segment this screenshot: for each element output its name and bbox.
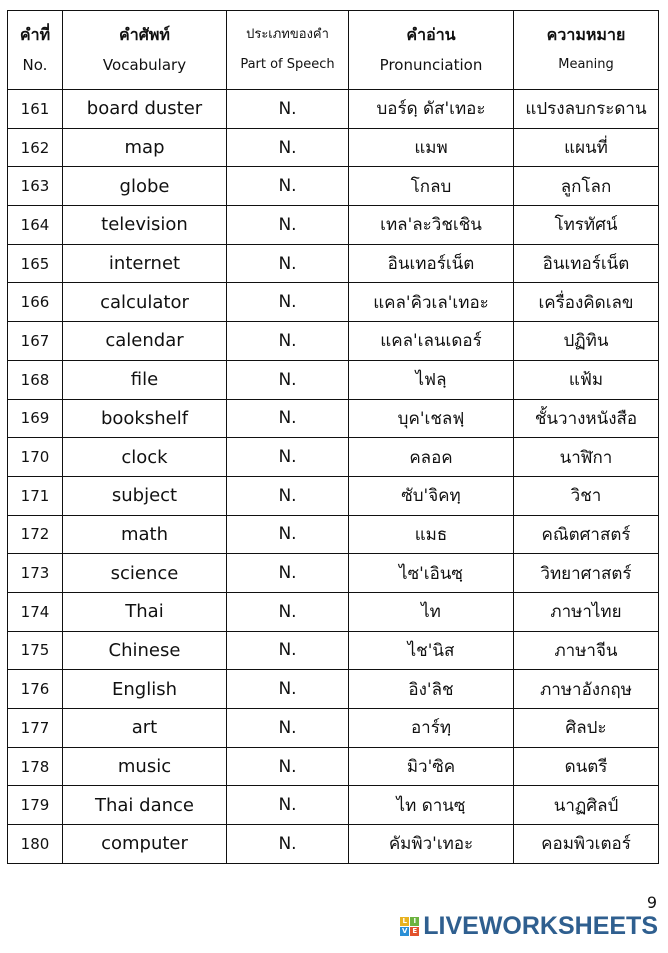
logo-square: E xyxy=(410,927,419,936)
part-of-speech: N. xyxy=(227,786,349,825)
row-number: 169 xyxy=(8,399,63,438)
meaning: นาฏศิลป์ xyxy=(514,786,659,825)
part-of-speech: N. xyxy=(227,206,349,245)
row-number: 175 xyxy=(8,631,63,670)
pronunciation: มิว'ซิค xyxy=(349,747,514,786)
header-no-thai: คำที่ xyxy=(19,25,51,44)
row-number: 176 xyxy=(8,670,63,709)
table-row xyxy=(8,399,659,438)
header-part-of-speech xyxy=(227,11,349,90)
meaning: ภาษาอังกฤษ xyxy=(514,670,659,709)
row-number: 172 xyxy=(8,515,63,554)
part-of-speech: N. xyxy=(227,709,349,748)
header-meaning-english: Meaning xyxy=(558,57,614,72)
vocabulary-table xyxy=(7,10,659,864)
meaning: อินเทอร์เน็ต xyxy=(514,244,659,283)
meaning: ดนตรี xyxy=(514,747,659,786)
pronunciation: คลอค xyxy=(349,438,514,477)
part-of-speech: N. xyxy=(227,244,349,283)
row-number: 167 xyxy=(8,322,63,361)
liveworksheets-logo xyxy=(400,912,658,941)
part-of-speech: N. xyxy=(227,90,349,129)
part-of-speech: N. xyxy=(227,515,349,554)
row-number: 174 xyxy=(8,592,63,631)
header-pronunciation-thai: คำอ่าน xyxy=(406,25,456,44)
part-of-speech: N. xyxy=(227,631,349,670)
table-row xyxy=(8,244,659,283)
vocabulary-word: calendar xyxy=(63,322,227,361)
part-of-speech: N. xyxy=(227,322,349,361)
table-row xyxy=(8,206,659,245)
header-vocabulary-english: Vocabulary xyxy=(102,56,187,74)
vocabulary-word: science xyxy=(63,554,227,593)
meaning: ปฏิทิน xyxy=(514,322,659,361)
logo-mark-icon xyxy=(400,917,419,936)
vocabulary-word: Thai dance xyxy=(63,786,227,825)
part-of-speech: N. xyxy=(227,438,349,477)
part-of-speech: N. xyxy=(227,554,349,593)
meaning: โทรทัศน์ xyxy=(514,206,659,245)
table-row xyxy=(8,322,659,361)
pronunciation: โกลบ xyxy=(349,167,514,206)
row-number: 161 xyxy=(8,90,63,129)
part-of-speech: N. xyxy=(227,476,349,515)
meaning: คอมพิวเตอร์ xyxy=(514,825,659,864)
vocabulary-word: board duster xyxy=(63,90,227,129)
row-number: 170 xyxy=(8,438,63,477)
header-part-of-speech-english: Part of Speech xyxy=(240,57,335,72)
pronunciation: แมพ xyxy=(349,128,514,167)
vocabulary-word: art xyxy=(63,709,227,748)
row-number: 178 xyxy=(8,747,63,786)
table-row xyxy=(8,476,659,515)
vocabulary-word: Thai xyxy=(63,592,227,631)
part-of-speech: N. xyxy=(227,825,349,864)
part-of-speech: N. xyxy=(227,670,349,709)
header-row xyxy=(8,11,659,90)
table-row xyxy=(8,670,659,709)
vocabulary-word: subject xyxy=(63,476,227,515)
pronunciation: บุค'เชลฟฺ xyxy=(349,399,514,438)
meaning: แผนที่ xyxy=(514,128,659,167)
part-of-speech: N. xyxy=(227,360,349,399)
meaning: ภาษาจีน xyxy=(514,631,659,670)
table-row xyxy=(8,747,659,786)
table-row xyxy=(8,786,659,825)
table-row xyxy=(8,825,659,864)
row-number: 177 xyxy=(8,709,63,748)
vocabulary-word: calculator xyxy=(63,283,227,322)
part-of-speech: N. xyxy=(227,167,349,206)
pronunciation: แมธ xyxy=(349,515,514,554)
vocabulary-word: internet xyxy=(63,244,227,283)
meaning: ลูกโลก xyxy=(514,167,659,206)
meaning: คณิตศาสตร์ xyxy=(514,515,659,554)
row-number: 166 xyxy=(8,283,63,322)
meaning: ชั้นวางหนังสือ xyxy=(514,399,659,438)
vocabulary-word: bookshelf xyxy=(63,399,227,438)
header-meaning xyxy=(514,11,659,90)
logo-square: L xyxy=(400,917,409,926)
pronunciation: ไฟลฺ xyxy=(349,360,514,399)
meaning: ภาษาไทย xyxy=(514,592,659,631)
pronunciation: เทล'ละวิชเชิน xyxy=(349,206,514,245)
header-vocabulary xyxy=(63,11,227,90)
row-number: 180 xyxy=(8,825,63,864)
pronunciation: ไซ'เอินซฺ xyxy=(349,554,514,593)
header-pronunciation xyxy=(349,11,514,90)
logo-square: V xyxy=(402,927,408,935)
table-row xyxy=(8,90,659,129)
meaning: นาฬิกา xyxy=(514,438,659,477)
vocabulary-word: music xyxy=(63,747,227,786)
meaning: เครื่องคิดเลข xyxy=(514,283,659,322)
pronunciation: อิง'ลิช xyxy=(349,670,514,709)
page-number: 9 xyxy=(646,893,657,912)
part-of-speech: N. xyxy=(227,128,349,167)
pronunciation: ไท ดานซฺ xyxy=(349,786,514,825)
meaning: ศิลปะ xyxy=(514,709,659,748)
table-row xyxy=(8,515,659,554)
meaning: วิทยาศาสตร์ xyxy=(514,554,659,593)
row-number: 164 xyxy=(8,206,63,245)
table-row xyxy=(8,167,659,206)
row-number: 171 xyxy=(8,476,63,515)
pronunciation: แคล'คิวเล'เทอะ xyxy=(349,283,514,322)
vocabulary-word: globe xyxy=(63,167,227,206)
vocabulary-word: Chinese xyxy=(63,631,227,670)
meaning: แฟ้ม xyxy=(514,360,659,399)
row-number: 162 xyxy=(8,128,63,167)
vocabulary-word: clock xyxy=(63,438,227,477)
header-pronunciation-english: Pronunciation xyxy=(379,56,483,74)
header-meaning-thai: ความหมาย xyxy=(546,25,626,44)
vocabulary-word: file xyxy=(63,360,227,399)
vocabulary-word: television xyxy=(63,206,227,245)
pronunciation: แคล'เลนเดอร์ xyxy=(349,322,514,361)
vocabulary-word: math xyxy=(63,515,227,554)
vocabulary-word: English xyxy=(63,670,227,709)
pronunciation: ไช'นิส xyxy=(349,631,514,670)
row-number: 173 xyxy=(8,554,63,593)
part-of-speech: N. xyxy=(227,283,349,322)
part-of-speech: N. xyxy=(227,399,349,438)
meaning: วิชา xyxy=(514,476,659,515)
pronunciation: คัมพิว'เทอะ xyxy=(349,825,514,864)
table-row xyxy=(8,709,659,748)
pronunciation: ไท xyxy=(349,592,514,631)
table-row xyxy=(8,438,659,477)
header-no-english: No. xyxy=(22,56,48,74)
part-of-speech: N. xyxy=(227,747,349,786)
brand-text: LIVEWORKSHEETS xyxy=(423,912,658,940)
row-number: 179 xyxy=(8,786,63,825)
table-row xyxy=(8,554,659,593)
row-number: 168 xyxy=(8,360,63,399)
header-part-of-speech-thai: ประเภทของคำ xyxy=(246,27,329,42)
pronunciation: บอร์ดฺ ดัส'เทอะ xyxy=(349,90,514,129)
row-number: 165 xyxy=(8,244,63,283)
header-no xyxy=(8,11,63,90)
vocabulary-word: map xyxy=(63,128,227,167)
table-row xyxy=(8,128,659,167)
table-row xyxy=(8,592,659,631)
meaning: แปรงลบกระดาน xyxy=(514,90,659,129)
row-number: 163 xyxy=(8,167,63,206)
table-row xyxy=(8,631,659,670)
part-of-speech: N. xyxy=(227,592,349,631)
header-vocabulary-thai: คำศัพท์ xyxy=(119,25,170,44)
logo-square: I xyxy=(410,917,419,926)
pronunciation: อินเทอร์เน็ต xyxy=(349,244,514,283)
pronunciation: อาร์ทฺ xyxy=(349,709,514,748)
pronunciation: ซับ'จิคทฺ xyxy=(349,476,514,515)
table-row xyxy=(8,283,659,322)
table-row xyxy=(8,360,659,399)
vocabulary-word: computer xyxy=(63,825,227,864)
